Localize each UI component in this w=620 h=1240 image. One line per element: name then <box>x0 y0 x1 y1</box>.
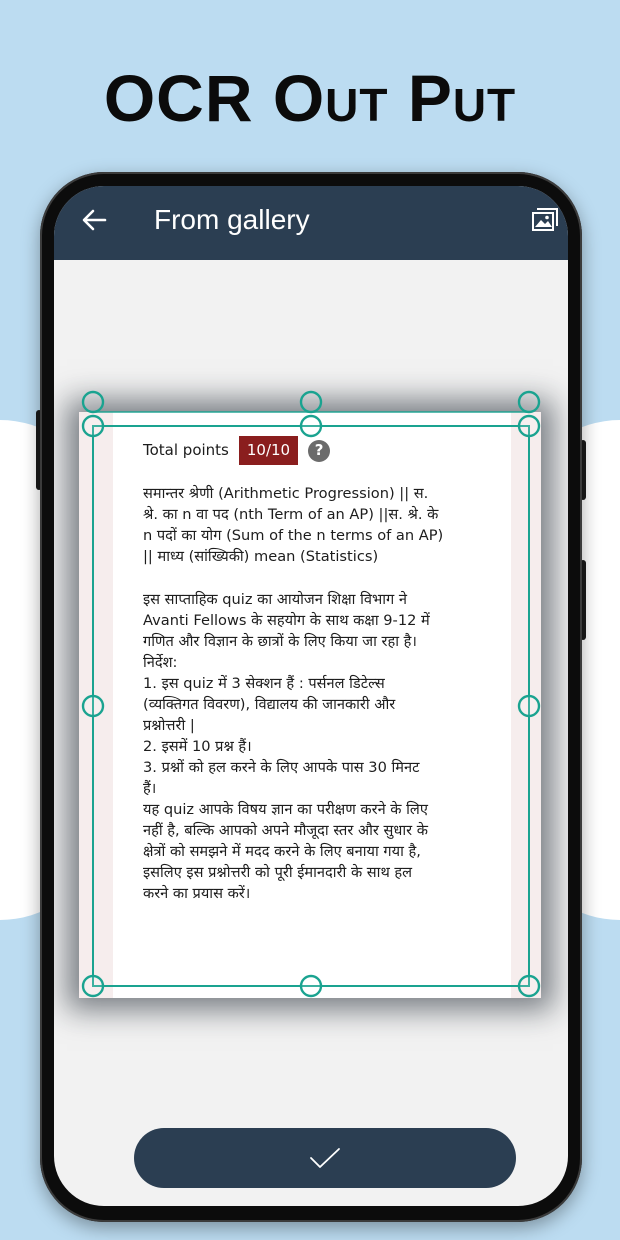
total-points-label: Total points <box>143 441 229 459</box>
confirm-crop-button[interactable] <box>134 1128 516 1188</box>
text-line: 2. इसमें 10 प्रश्न हैं। <box>143 738 252 755</box>
text-line: इसलिए इस प्रश्नोत्तरी को पूरी ईमानदारी के साथ हल <box>143 864 413 881</box>
phone-screen <box>54 186 568 1206</box>
crop-handle-mid-right[interactable] <box>519 696 539 716</box>
text-line: गणित और विज्ञान के छात्रों के लिए किया जा रहा है। <box>143 633 417 650</box>
text-line: करने का प्रयास करें। <box>143 885 251 902</box>
arrow-left-icon <box>81 207 107 233</box>
phone-mockup <box>40 172 582 1222</box>
image-gallery-icon <box>530 205 562 235</box>
text-line: इस साप्ताहिक quiz का आयोजन शिक्षा विभाग ने <box>143 591 407 608</box>
text-line: क्षेत्रों को समझने में मदद करने के लिए बनाया गया है, <box>143 843 421 860</box>
text-line: श्रे. का n वा पद (nth Term of an AP) ||स. श्रे. के <box>143 506 439 523</box>
crop-handle-bottom-right[interactable] <box>519 976 539 996</box>
text-line: यह quiz आपके विषय ज्ञान का परीक्षण करने के लिए <box>143 801 428 818</box>
total-points-row <box>143 436 513 465</box>
cropped-image <box>79 412 541 998</box>
text-line: 1. इस quiz में 3 सेक्शन हैं : पर्सनल डिटेल्स <box>143 675 385 692</box>
help-icon: ? <box>308 440 330 462</box>
app-bar-title: From gallery <box>154 204 310 235</box>
text-line: 3. प्रश्नों को हल करने के लिए आपके पास 30 मिनट <box>143 759 420 776</box>
crop-handle-top-right[interactable] <box>519 416 539 436</box>
text-line: निर्देश: <box>143 654 178 671</box>
crop-handle-bottom-center[interactable] <box>301 976 321 996</box>
text-line: n पदों का योग (Sum of the n terms of an AP) <box>143 527 444 544</box>
app-bar <box>54 186 568 260</box>
crop-handle-top-center[interactable] <box>301 416 321 436</box>
crop-handle-mid-left[interactable] <box>83 696 103 716</box>
document-text <box>143 436 513 926</box>
paragraph-topic <box>143 483 513 567</box>
text-line: समान्तर श्रेणी (Arithmetic Progression) || स. <box>143 485 429 502</box>
text-line: हैं। <box>143 780 157 797</box>
text-line: नहीं है, बल्कि आपको अपने मौजूदा स्तर और सुधार के <box>143 822 428 839</box>
text-line: प्रश्नोत्तरी | <box>143 717 195 734</box>
checkmark-icon <box>308 1146 342 1170</box>
gallery-button[interactable] <box>524 200 568 240</box>
text-line: (व्यक्तिगत विवरण), विद्यालय की जानकारी और <box>143 696 396 713</box>
crop-handle-bottom-left[interactable] <box>83 976 103 996</box>
paragraph-instructions <box>143 589 513 904</box>
crop-handle-outer-top-center[interactable] <box>301 392 321 412</box>
crop-handle-top-left[interactable] <box>83 416 103 436</box>
crop-handle-outer-top-left[interactable] <box>83 392 103 412</box>
promo-headline: OCR Out Put <box>103 61 517 135</box>
text-line: Avanti Fellows के सहयोग के साथ कक्षा 9-12 में <box>143 612 430 629</box>
crop-handle-outer-top-right[interactable] <box>519 392 539 412</box>
text-line: || माध्य (सांख्यिकी) mean (Statistics) <box>143 548 379 565</box>
back-button[interactable] <box>74 200 114 240</box>
score-badge: 10/10 <box>239 436 298 465</box>
